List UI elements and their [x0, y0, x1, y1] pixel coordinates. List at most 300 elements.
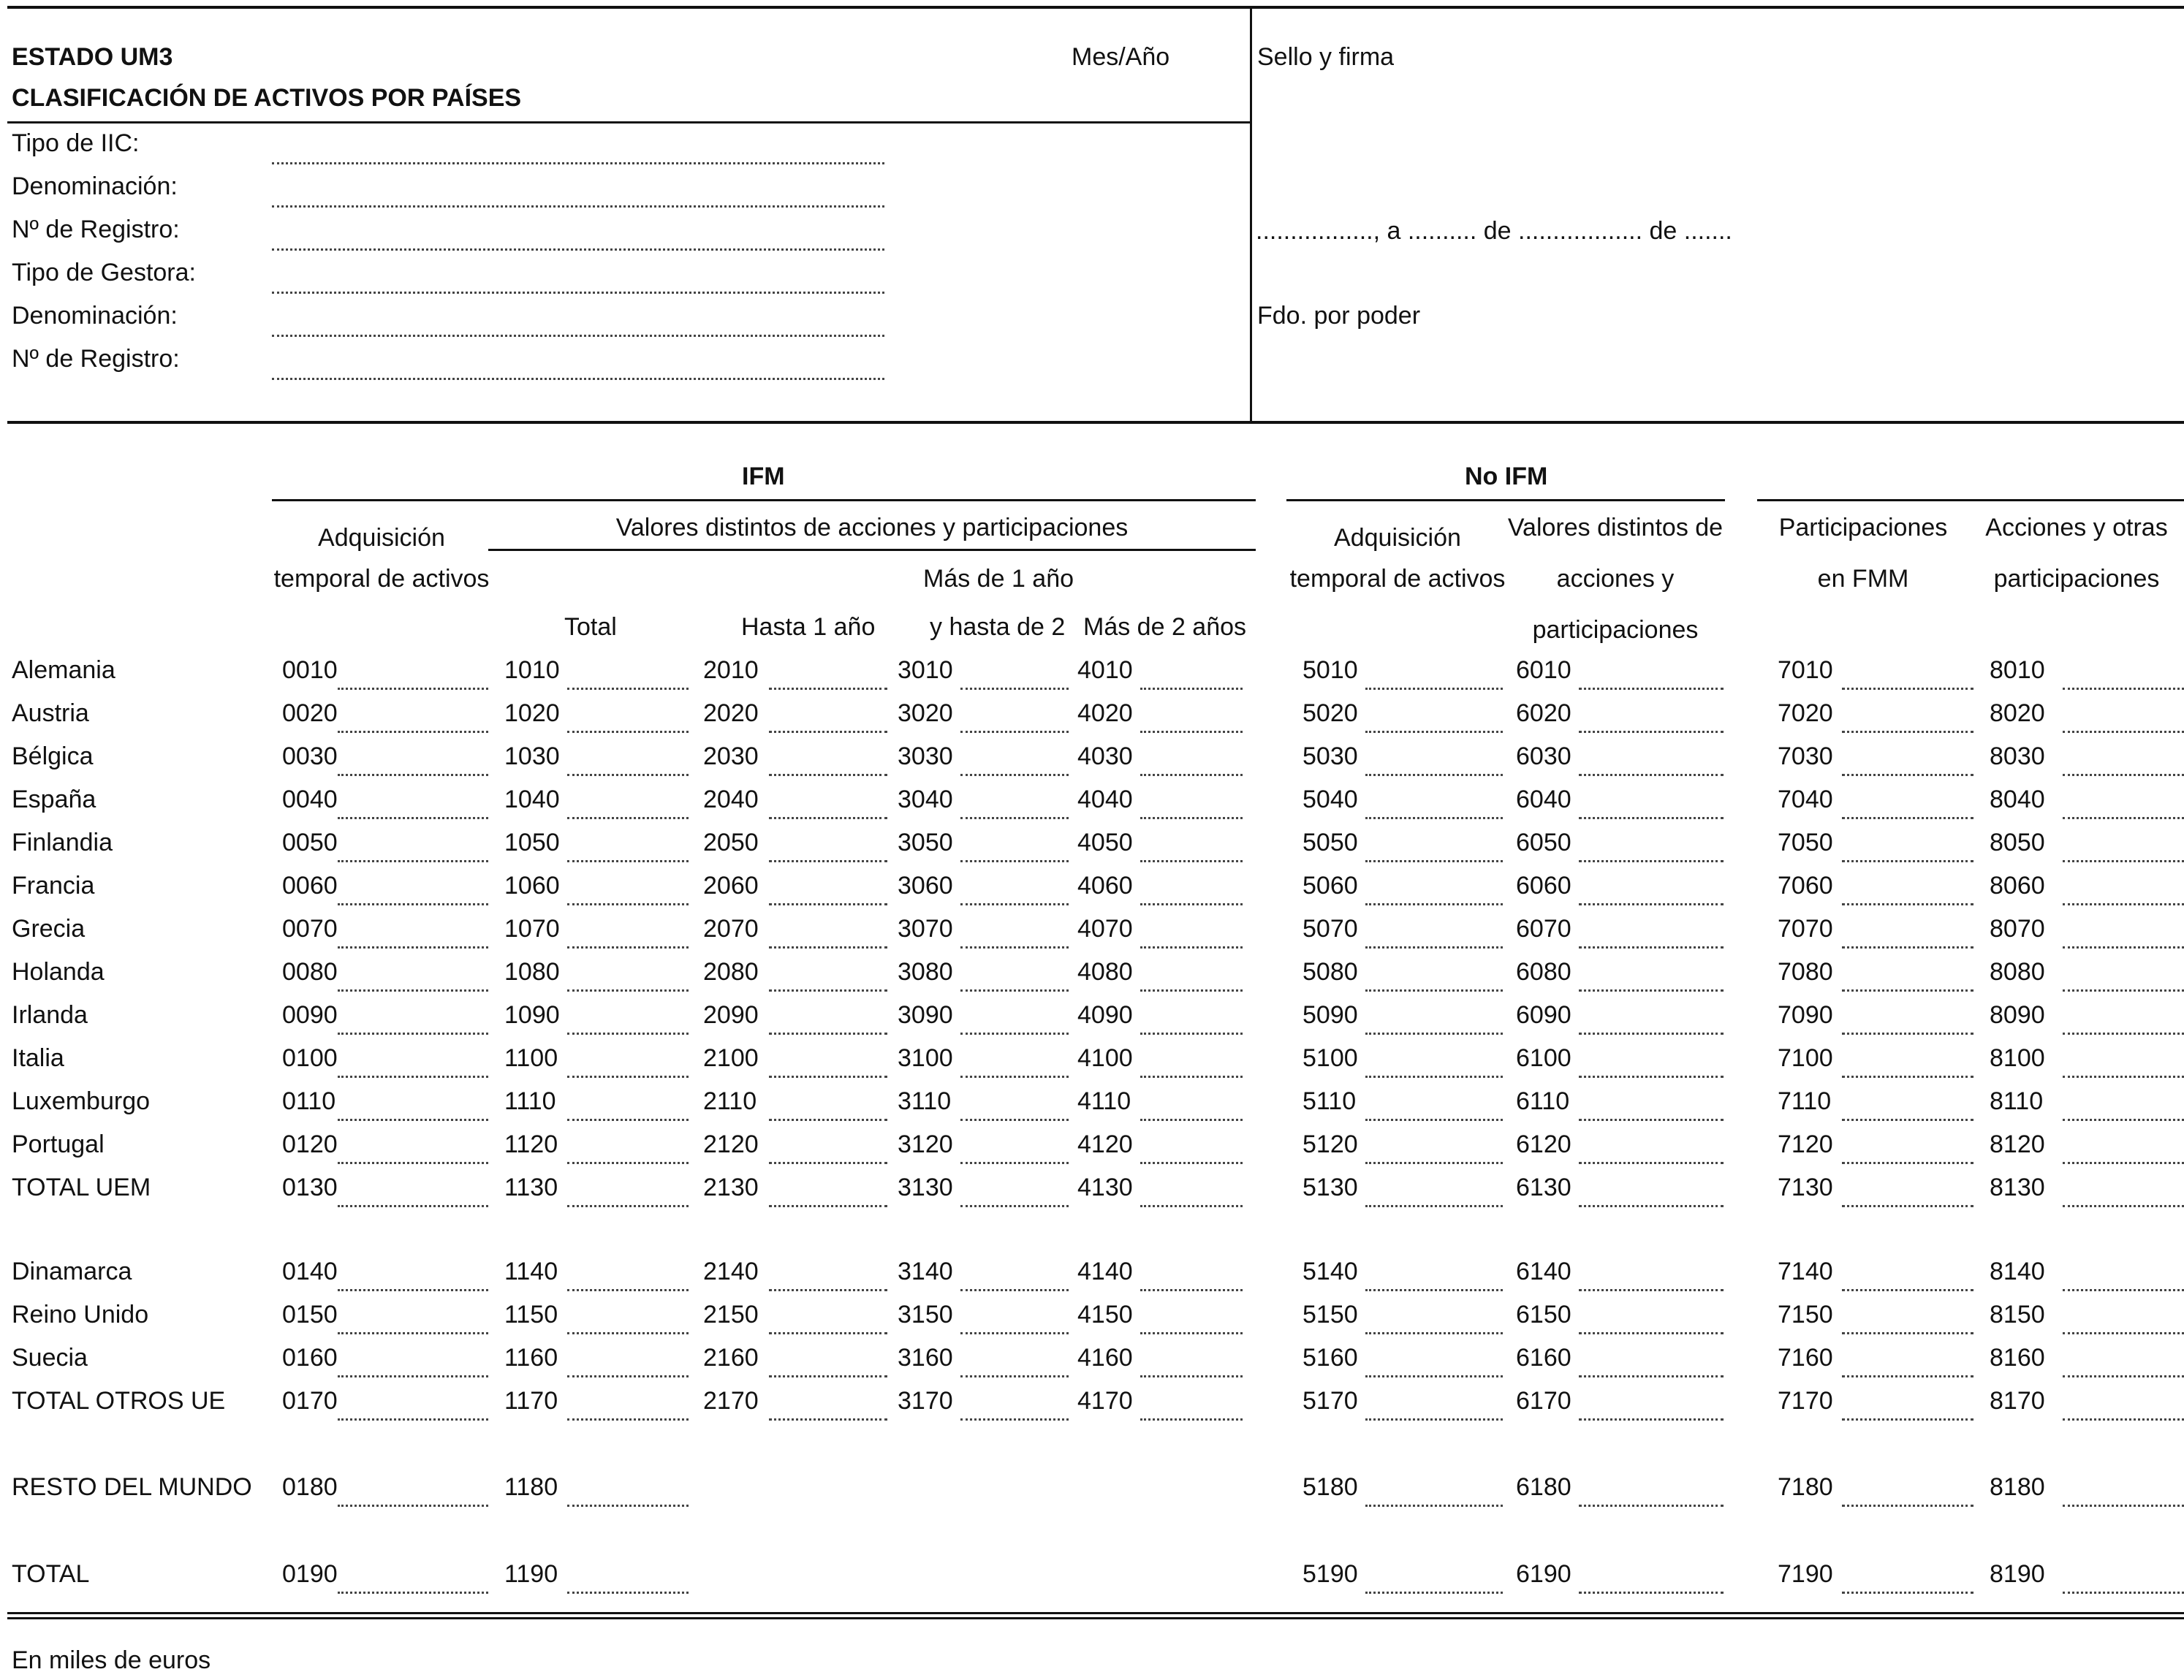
cell-input-line[interactable]: [1579, 1289, 1724, 1291]
cell-code: 6050: [1516, 829, 1571, 856]
cell-code: 4020: [1077, 699, 1133, 727]
row-label: Dinamarca: [12, 1258, 132, 1285]
cell-input-line[interactable]: [338, 1505, 488, 1507]
cell-input-line[interactable]: [338, 1375, 488, 1377]
cell-input-line[interactable]: [1140, 1119, 1243, 1121]
cell-input-line[interactable]: [567, 774, 689, 776]
cell-input-line[interactable]: [769, 1289, 887, 1291]
cell-input-line[interactable]: [1140, 1162, 1243, 1164]
row-label: TOTAL: [12, 1560, 90, 1588]
row-label: Portugal: [12, 1130, 105, 1158]
cell-code: 4120: [1077, 1130, 1133, 1158]
cell-input-line[interactable]: [338, 1033, 488, 1035]
cell-input-line[interactable]: [567, 1289, 689, 1291]
cell-input-line[interactable]: [2063, 1289, 2184, 1291]
cell-code: 8110: [1990, 1087, 2044, 1115]
cell-input-line[interactable]: [960, 1418, 1069, 1421]
row-label: RESTO DEL MUNDO: [12, 1473, 252, 1501]
cell-input-line[interactable]: [2063, 688, 2184, 690]
cell-input-line[interactable]: [338, 1289, 488, 1291]
total-header: Total: [564, 613, 617, 641]
cell-code: 1190: [504, 1560, 558, 1588]
cell-input-line[interactable]: [567, 1119, 689, 1121]
adq-header-2: temporal de activos: [273, 565, 490, 593]
ident-label: Tipo de Gestora:: [12, 259, 196, 286]
no-ifm-valores-header-1: Valores distintos de: [1507, 514, 1724, 541]
cell-code: 7050: [1778, 829, 1833, 856]
cell-input-line[interactable]: [567, 1162, 689, 1164]
cell-input-line[interactable]: [1365, 1119, 1503, 1121]
row-label: TOTAL OTROS UE: [12, 1387, 226, 1415]
cell-input-line[interactable]: [1842, 688, 1973, 690]
cell-input-line[interactable]: [2063, 1033, 2184, 1035]
cell-input-line[interactable]: [2063, 1418, 2184, 1421]
cell-input-line[interactable]: [1365, 1375, 1503, 1377]
no-ifm-adq-header-2: temporal de activos: [1289, 565, 1506, 593]
cell-code: 3070: [898, 915, 953, 943]
row-label: Holanda: [12, 958, 105, 986]
cell-input-line[interactable]: [338, 1332, 488, 1334]
cell-code: 2140: [703, 1258, 759, 1285]
cell-code: 8170: [1990, 1387, 2045, 1415]
cell-code: 8060: [1990, 872, 2045, 900]
cell-code: 6030: [1516, 742, 1571, 770]
cell-code: 0030: [282, 742, 338, 770]
cell-input-line[interactable]: [567, 1033, 689, 1035]
cell-input-line[interactable]: [2063, 774, 2184, 776]
cell-input-line[interactable]: [567, 1205, 689, 1207]
cell-input-line[interactable]: [960, 1205, 1069, 1207]
cell-code: 1160: [504, 1344, 558, 1372]
cell-input-line[interactable]: [1365, 1076, 1503, 1078]
cell-input-line[interactable]: [769, 1033, 887, 1035]
cell-code: 4150: [1077, 1301, 1133, 1329]
cell-code: 4030: [1077, 742, 1133, 770]
cell-code: 2040: [703, 786, 759, 813]
cell-input-line[interactable]: [1365, 946, 1503, 949]
cell-code: 4140: [1077, 1258, 1133, 1285]
cell-input-line[interactable]: [2063, 731, 2184, 733]
cell-input-line[interactable]: [1365, 774, 1503, 776]
cell-input-line[interactable]: [1842, 1375, 1973, 1377]
cell-input-line[interactable]: [338, 774, 488, 776]
row-label: Austria: [12, 699, 89, 727]
cell-code: 8150: [1990, 1301, 2045, 1329]
cell-input-line[interactable]: [1140, 1289, 1243, 1291]
cell-code: 0070: [282, 915, 338, 943]
cell-input-line[interactable]: [1579, 1505, 1724, 1507]
cell-code: 7020: [1778, 699, 1833, 727]
ident-input-line[interactable]: [272, 205, 884, 208]
cell-input-line[interactable]: [1365, 1592, 1503, 1594]
cell-input-line[interactable]: [769, 860, 887, 862]
cell-input-line[interactable]: [2063, 1205, 2184, 1207]
row-label: Suecia: [12, 1344, 88, 1372]
cell-code: 5020: [1303, 699, 1358, 727]
cell-input-line[interactable]: [1842, 1162, 1973, 1164]
cell-input-line[interactable]: [1842, 903, 1973, 905]
cell-input-line[interactable]: [2063, 1119, 2184, 1121]
cell-input-line[interactable]: [960, 1119, 1069, 1121]
cell-input-line[interactable]: [338, 1418, 488, 1421]
cell-code: 5060: [1303, 872, 1358, 900]
ident-label: Nº de Registro:: [12, 216, 180, 243]
cell-input-line[interactable]: [1579, 1033, 1724, 1035]
cell-input-line[interactable]: [1140, 860, 1243, 862]
cell-input-line[interactable]: [2063, 903, 2184, 905]
cell-code: 8090: [1990, 1001, 2045, 1029]
cell-input-line[interactable]: [567, 1332, 689, 1334]
cell-code: 5190: [1303, 1560, 1358, 1588]
cell-input-line[interactable]: [960, 817, 1069, 819]
cell-input-line[interactable]: [567, 1375, 689, 1377]
cell-input-line[interactable]: [567, 1592, 689, 1594]
cell-code: 8130: [1990, 1174, 2045, 1201]
cell-code: 4100: [1077, 1044, 1133, 1072]
cell-code: 2110: [703, 1087, 757, 1115]
cell-input-line[interactable]: [1140, 1205, 1243, 1207]
cell-code: 0040: [282, 786, 338, 813]
header-bottom-border: [7, 421, 2184, 424]
cell-code: 2080: [703, 958, 759, 986]
cell-input-line[interactable]: [1579, 1119, 1724, 1121]
cell-input-line[interactable]: [2063, 1375, 2184, 1377]
cell-code: 3150: [898, 1301, 953, 1329]
cell-code: 3040: [898, 786, 953, 813]
cell-input-line[interactable]: [960, 989, 1069, 992]
cell-input-line[interactable]: [567, 946, 689, 949]
cell-input-line[interactable]: [2063, 1332, 2184, 1334]
seal-label: Sello y firma: [1257, 43, 1395, 71]
cell-input-line[interactable]: [2063, 1076, 2184, 1078]
cell-input-line[interactable]: [567, 989, 689, 992]
cell-code: 7060: [1778, 872, 1833, 900]
cell-input-line[interactable]: [338, 860, 488, 862]
cell-code: 5170: [1303, 1387, 1358, 1415]
cell-code: 3030: [898, 742, 953, 770]
cell-input-line[interactable]: [567, 817, 689, 819]
cell-code: 7150: [1778, 1301, 1833, 1329]
cell-input-line[interactable]: [338, 1076, 488, 1078]
cell-input-line[interactable]: [338, 1119, 488, 1121]
cell-input-line[interactable]: [567, 688, 689, 690]
cell-code: 0150: [282, 1301, 338, 1329]
cell-input-line[interactable]: [2063, 989, 2184, 992]
cell-input-line[interactable]: [1365, 817, 1503, 819]
cell-code: 1150: [504, 1301, 558, 1329]
cell-input-line[interactable]: [1842, 1592, 1973, 1594]
row-label: Grecia: [12, 915, 86, 943]
cell-code: 1050: [504, 829, 560, 856]
cell-code: 3160: [898, 1344, 953, 1372]
cell-input-line[interactable]: [338, 1592, 488, 1594]
cell-code: 7030: [1778, 742, 1833, 770]
cell-code: 6180: [1516, 1473, 1571, 1501]
cell-code: 2010: [703, 656, 759, 684]
cell-input-line[interactable]: [1842, 1119, 1973, 1121]
cell-code: 1090: [504, 1001, 560, 1029]
cell-code: 6150: [1516, 1301, 1571, 1329]
cell-input-line[interactable]: [960, 860, 1069, 862]
cell-code: 3050: [898, 829, 953, 856]
cell-code: 5030: [1303, 742, 1358, 770]
cell-input-line[interactable]: [338, 817, 488, 819]
cell-input-line[interactable]: [567, 1076, 689, 1078]
acciones-header-1: Acciones y otras: [1985, 514, 2168, 541]
cell-code: 7170: [1778, 1387, 1833, 1415]
cell-input-line[interactable]: [1140, 1418, 1243, 1421]
no-ifm-group-line: [1286, 499, 1725, 501]
cell-input-line[interactable]: [960, 946, 1069, 949]
cell-input-line[interactable]: [1579, 774, 1724, 776]
cell-input-line[interactable]: [769, 817, 887, 819]
cell-input-line[interactable]: [1140, 1375, 1243, 1377]
cell-input-line[interactable]: [769, 989, 887, 992]
cell-input-line[interactable]: [338, 731, 488, 733]
cell-input-line[interactable]: [1140, 946, 1243, 949]
ident-label: Tipo de IIC:: [12, 129, 140, 157]
cell-code: 1010: [504, 656, 560, 684]
cell-code: 2070: [703, 915, 759, 943]
cell-code: 8190: [1990, 1560, 2045, 1588]
cell-input-line[interactable]: [1579, 860, 1724, 862]
cell-input-line[interactable]: [338, 1205, 488, 1207]
cell-input-line[interactable]: [960, 774, 1069, 776]
footer-note: En miles de euros: [12, 1646, 211, 1674]
cell-input-line[interactable]: [1579, 1375, 1724, 1377]
cell-input-line[interactable]: [1140, 989, 1243, 992]
cell-input-line[interactable]: [1365, 1418, 1503, 1421]
cell-code: 1140: [504, 1258, 558, 1285]
cell-code: 6060: [1516, 872, 1571, 900]
cell-input-line[interactable]: [769, 1418, 887, 1421]
cell-code: 3060: [898, 872, 953, 900]
ident-input-line[interactable]: [272, 378, 884, 380]
cell-input-line[interactable]: [1842, 1289, 1973, 1291]
cell-code: 8070: [1990, 915, 2045, 943]
cell-input-line[interactable]: [2063, 1505, 2184, 1507]
cell-input-line[interactable]: [1579, 1205, 1724, 1207]
cell-input-line[interactable]: [769, 688, 887, 690]
cell-input-line[interactable]: [338, 688, 488, 690]
cell-code: 0080: [282, 958, 338, 986]
ifm-group-line: [272, 499, 1256, 501]
cell-code: 3100: [898, 1044, 953, 1072]
cell-code: 7160: [1778, 1344, 1833, 1372]
cell-input-line[interactable]: [1365, 1289, 1503, 1291]
cell-input-line[interactable]: [1842, 817, 1973, 819]
cell-code: 5110: [1303, 1087, 1357, 1115]
cell-input-line[interactable]: [960, 1033, 1069, 1035]
cell-input-line[interactable]: [769, 1119, 887, 1121]
cell-code: 3010: [898, 656, 953, 684]
cell-input-line[interactable]: [769, 731, 887, 733]
cell-input-line[interactable]: [1365, 688, 1503, 690]
cell-input-line[interactable]: [338, 989, 488, 992]
cell-code: 5070: [1303, 915, 1358, 943]
cell-input-line[interactable]: [1365, 731, 1503, 733]
cell-input-line[interactable]: [1579, 688, 1724, 690]
cell-input-line[interactable]: [769, 774, 887, 776]
cell-input-line[interactable]: [1579, 989, 1724, 992]
cell-input-line[interactable]: [338, 1162, 488, 1164]
cell-input-line[interactable]: [1365, 1205, 1503, 1207]
cell-code: 5140: [1303, 1258, 1358, 1285]
cell-input-line[interactable]: [1842, 774, 1973, 776]
cell-code: 2100: [703, 1044, 759, 1072]
cell-input-line[interactable]: [1579, 946, 1724, 949]
ident-input-line[interactable]: [272, 292, 884, 294]
cell-code: 6110: [1516, 1087, 1570, 1115]
cell-input-line[interactable]: [1842, 731, 1973, 733]
cell-input-line[interactable]: [1140, 1332, 1243, 1334]
cell-input-line[interactable]: [960, 1289, 1069, 1291]
cell-code: 6090: [1516, 1001, 1571, 1029]
cell-input-line[interactable]: [2063, 946, 2184, 949]
cell-input-line[interactable]: [1365, 860, 1503, 862]
cell-input-line[interactable]: [1140, 903, 1243, 905]
ident-input-line[interactable]: [272, 248, 884, 251]
ident-input-line[interactable]: [272, 162, 884, 164]
cell-input-line[interactable]: [567, 1505, 689, 1507]
cell-code: 1170: [504, 1387, 558, 1415]
cell-input-line[interactable]: [960, 1162, 1069, 1164]
cell-input-line[interactable]: [960, 1375, 1069, 1377]
cell-code: 0130: [282, 1174, 338, 1201]
row-label: Finlandia: [12, 829, 113, 856]
cell-input-line[interactable]: [1365, 1332, 1503, 1334]
cell-input-line[interactable]: [1365, 989, 1503, 992]
cell-input-line[interactable]: [1579, 1592, 1724, 1594]
cell-code: 2050: [703, 829, 759, 856]
cell-input-line[interactable]: [338, 946, 488, 949]
cell-code: 2090: [703, 1001, 759, 1029]
cell-code: 8100: [1990, 1044, 2045, 1072]
cell-input-line[interactable]: [1140, 1033, 1243, 1035]
cell-code: 6020: [1516, 699, 1571, 727]
cell-code: 4080: [1077, 958, 1133, 986]
cell-input-line[interactable]: [1579, 1418, 1724, 1421]
cell-input-line[interactable]: [1842, 1505, 1973, 1507]
period-label: Mes/Año: [1072, 43, 1170, 71]
cell-input-line[interactable]: [2063, 817, 2184, 819]
ident-label: Nº de Registro:: [12, 345, 180, 373]
cell-code: 0140: [282, 1258, 338, 1285]
cell-input-line[interactable]: [1579, 731, 1724, 733]
cell-code: 0160: [282, 1344, 338, 1372]
cell-input-line[interactable]: [2063, 1162, 2184, 1164]
cell-input-line[interactable]: [769, 1162, 887, 1164]
row-label: Reino Unido: [12, 1301, 149, 1329]
cell-input-line[interactable]: [1842, 946, 1973, 949]
cell-code: 4160: [1077, 1344, 1133, 1372]
cell-code: 1020: [504, 699, 560, 727]
cell-input-line[interactable]: [338, 903, 488, 905]
cell-input-line[interactable]: [567, 731, 689, 733]
cell-input-line[interactable]: [1365, 1162, 1503, 1164]
cell-input-line[interactable]: [769, 1332, 887, 1334]
row-label: Francia: [12, 872, 95, 900]
cell-input-line[interactable]: [1140, 774, 1243, 776]
cell-input-line[interactable]: [1365, 1033, 1503, 1035]
cell-code: 5100: [1303, 1044, 1358, 1072]
cell-input-line[interactable]: [1842, 1418, 1973, 1421]
acciones-header-2: participaciones: [1993, 565, 2160, 593]
yhasta2-header: y hasta de 2: [930, 613, 1066, 641]
cell-input-line[interactable]: [1579, 1076, 1724, 1078]
cell-code: 6170: [1516, 1387, 1571, 1415]
cell-input-line[interactable]: [960, 1076, 1069, 1078]
cell-code: 6100: [1516, 1044, 1571, 1072]
cell-input-line[interactable]: [567, 903, 689, 905]
cell-input-line[interactable]: [960, 688, 1069, 690]
cell-input-line[interactable]: [1579, 903, 1724, 905]
cell-code: 8030: [1990, 742, 2045, 770]
cell-code: 6040: [1516, 786, 1571, 813]
fmm-header-1: Participaciones: [1778, 514, 1948, 541]
cell-input-line[interactable]: [1579, 1332, 1724, 1334]
date-line[interactable]: ................., a .......... de .................. de .......: [1256, 217, 1732, 245]
cell-code: 3090: [898, 1001, 953, 1029]
cell-input-line[interactable]: [1365, 903, 1503, 905]
cell-input-line[interactable]: [769, 903, 887, 905]
cell-input-line[interactable]: [769, 1076, 887, 1078]
cell-input-line[interactable]: [1579, 817, 1724, 819]
cell-input-line[interactable]: [1365, 1505, 1503, 1507]
cell-input-line[interactable]: [1140, 688, 1243, 690]
cell-input-line[interactable]: [1842, 989, 1973, 992]
cell-code: 3130: [898, 1174, 953, 1201]
fmm-header-2: en FMM: [1817, 565, 1909, 593]
table-bottom-rule-2: [7, 1617, 2184, 1619]
cell-code: 1060: [504, 872, 560, 900]
cell-input-line[interactable]: [1842, 860, 1973, 862]
cell-input-line[interactable]: [2063, 860, 2184, 862]
signed-label: Fdo. por poder: [1257, 302, 1421, 330]
cell-code: 8120: [1990, 1130, 2045, 1158]
cell-code: 2130: [703, 1174, 759, 1201]
cell-input-line[interactable]: [1140, 1076, 1243, 1078]
cell-input-line[interactable]: [2063, 1592, 2184, 1594]
cell-input-line[interactable]: [960, 903, 1069, 905]
cell-input-line[interactable]: [567, 1418, 689, 1421]
cell-code: 4070: [1077, 915, 1133, 943]
cell-input-line[interactable]: [769, 1205, 887, 1207]
cell-code: 4110: [1077, 1087, 1131, 1115]
fmm-group-line: [1757, 499, 2184, 501]
cell-input-line[interactable]: [1842, 1332, 1973, 1334]
cell-input-line[interactable]: [1140, 731, 1243, 733]
cell-input-line[interactable]: [567, 860, 689, 862]
valores-header: Valores distintos de acciones y participaciones: [615, 514, 1129, 541]
cell-input-line[interactable]: [960, 731, 1069, 733]
cell-code: 8180: [1990, 1473, 2045, 1501]
cell-input-line[interactable]: [1140, 817, 1243, 819]
cell-input-line[interactable]: [1579, 1162, 1724, 1164]
cell-code: 5180: [1303, 1473, 1358, 1501]
cell-input-line[interactable]: [1842, 1033, 1973, 1035]
cell-input-line[interactable]: [1842, 1205, 1973, 1207]
cell-input-line[interactable]: [769, 946, 887, 949]
cell-input-line[interactable]: [769, 1375, 887, 1377]
no-ifm-adq-header-1: Adquisición: [1334, 524, 1461, 552]
cell-code: 7090: [1778, 1001, 1833, 1029]
cell-input-line[interactable]: [960, 1332, 1069, 1334]
cell-code: 7140: [1778, 1258, 1833, 1285]
ident-input-line[interactable]: [272, 335, 884, 337]
cell-code: 0090: [282, 1001, 338, 1029]
cell-input-line[interactable]: [1842, 1076, 1973, 1078]
